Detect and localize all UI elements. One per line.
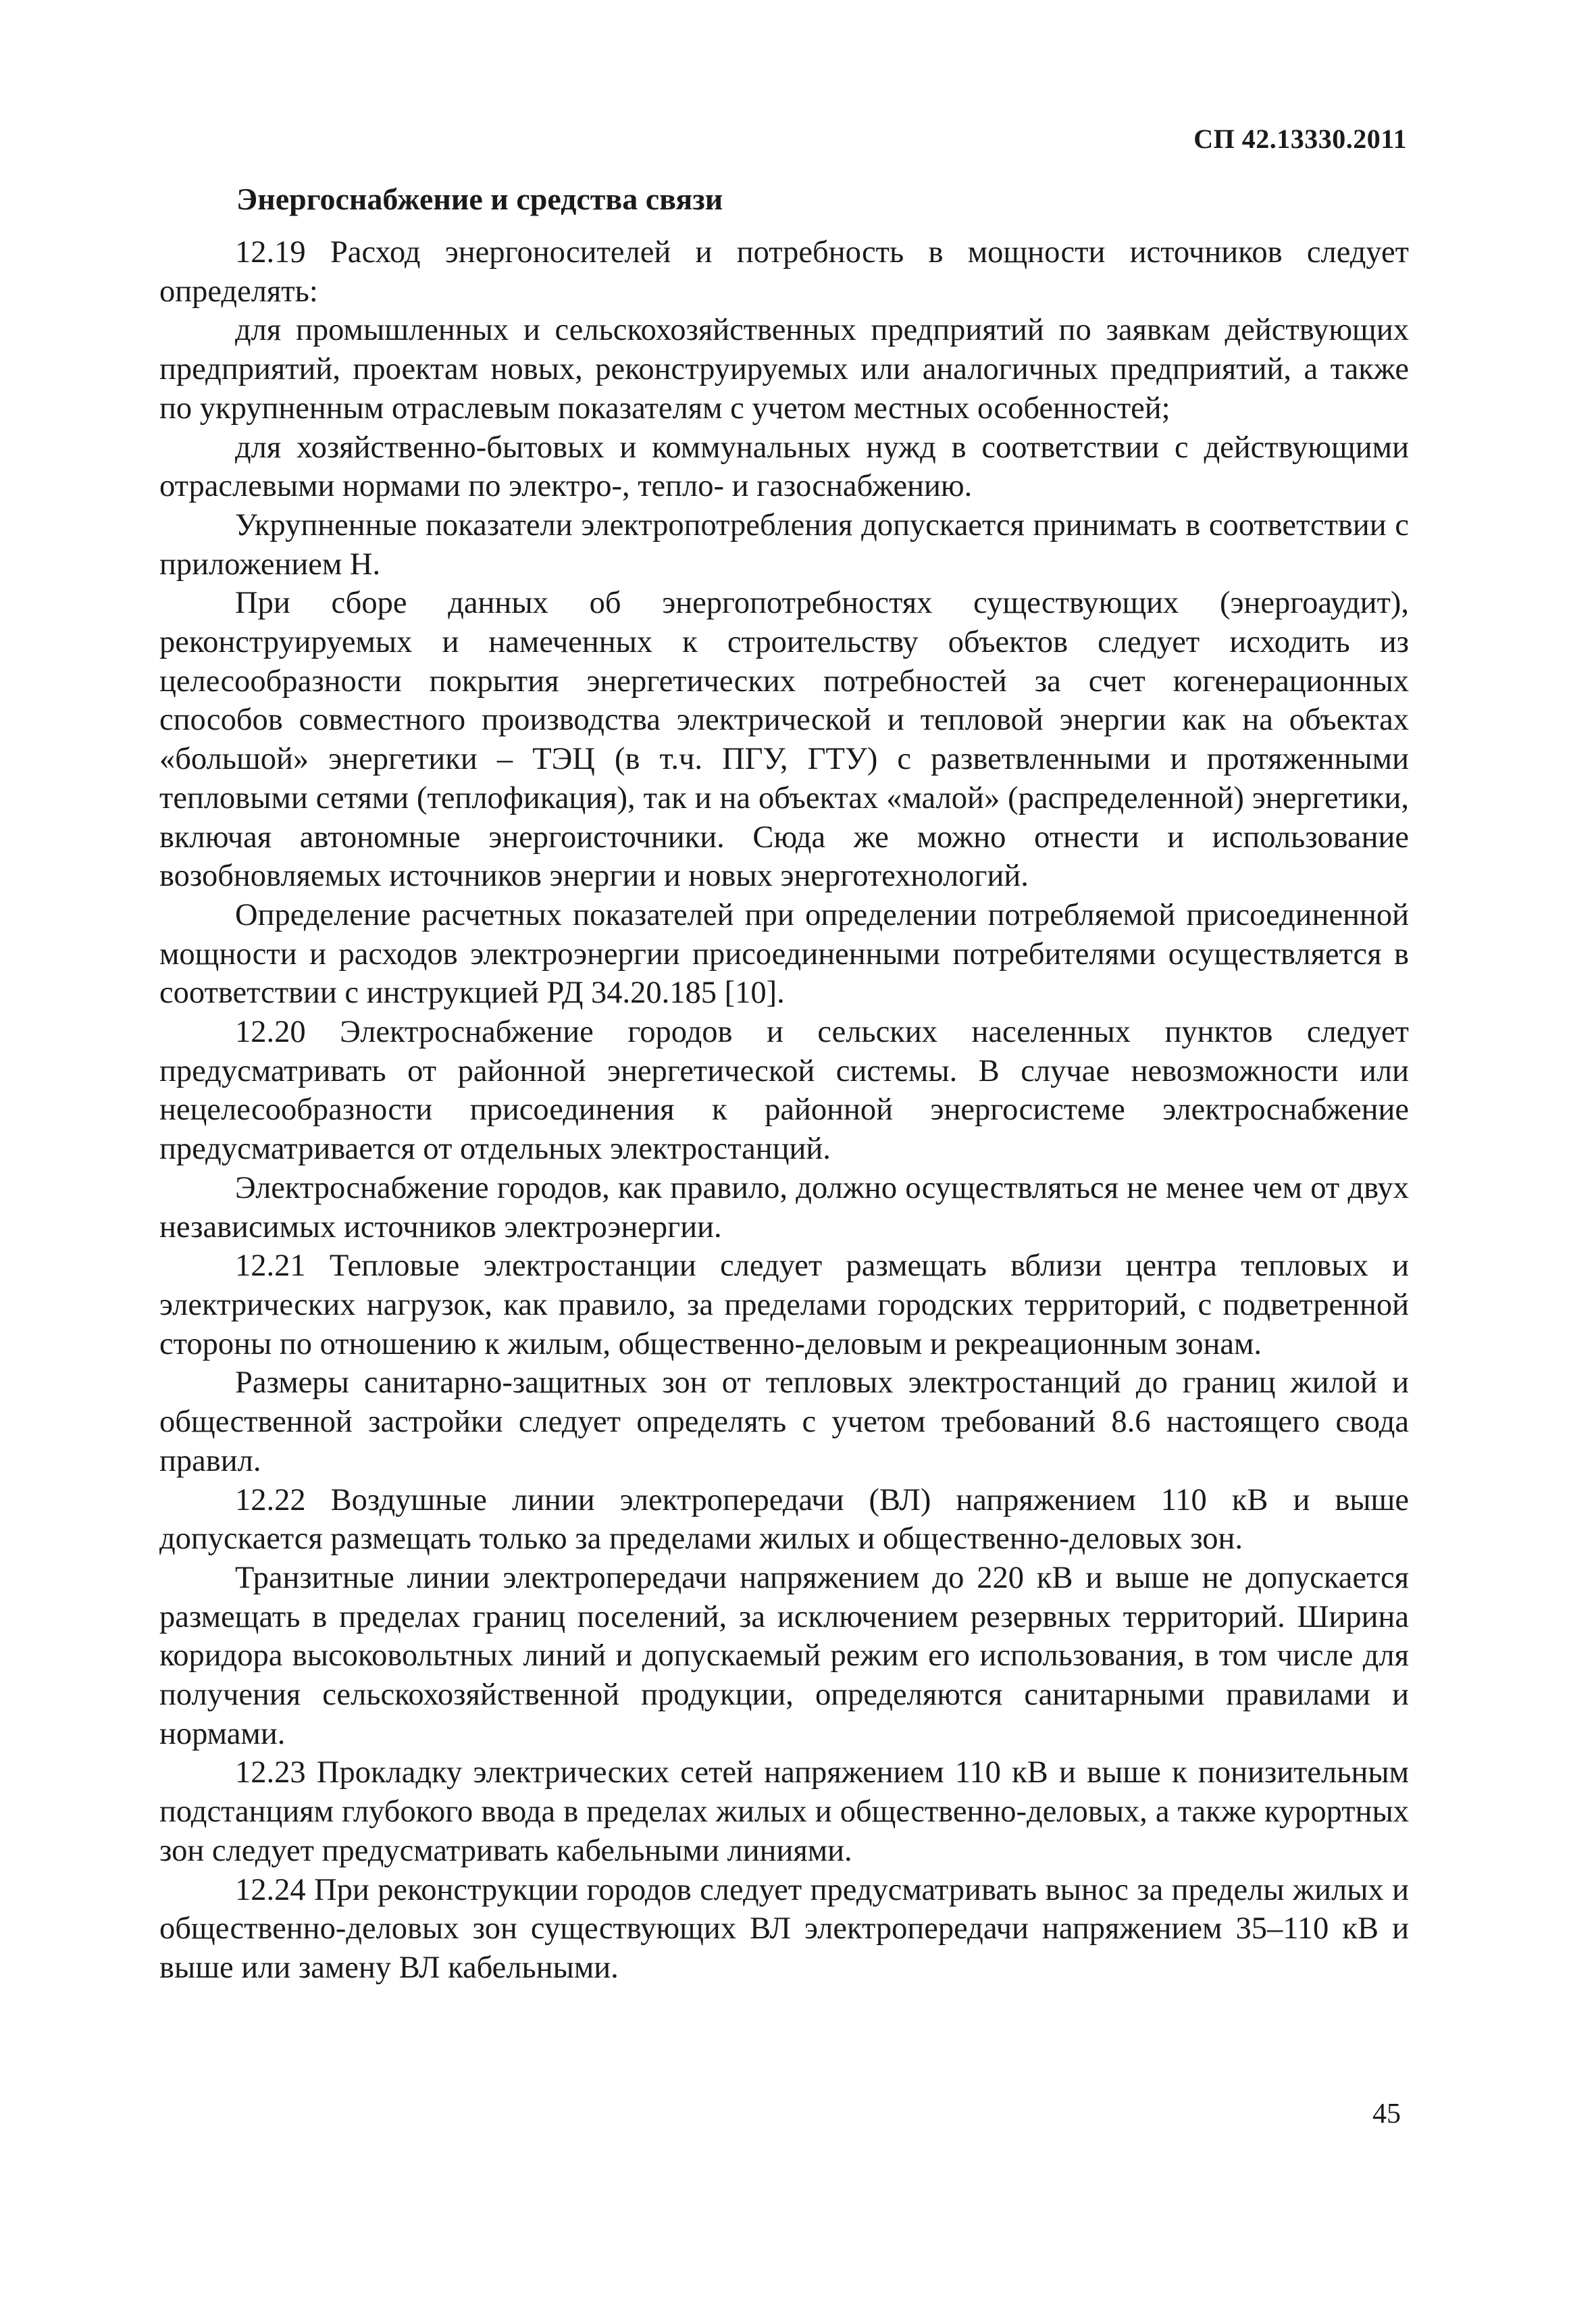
page-number: 45 [1372, 2098, 1401, 2130]
paragraph-12-20: 12.20 Электроснабжение городов и сельских населенных пунктов следует предусматривать от районной энергетической системы. В случае невозможности или нецелесообразности присоединения к районной энергосистеме электроснабжение предусматривается от отдельных электростанций. [159, 1015, 1409, 1167]
paragraph-12-23: 12.23 Прокладку электрических сетей напряжением 110 кВ и выше к понизительным подстанциям глубокого ввода в пределах жилых и общественно-деловых, а также курортных зон следует предусматривать кабельными линиями. [159, 1755, 1409, 1868]
paragraph-12-19: 12.19 Расход энергоносителей и потребность в мощности источников следует определять: [159, 235, 1409, 309]
paragraph-consumption-indicators: Укрупненные показатели электропотребления допускается принимать в соответствии с приложением Н. [159, 507, 1409, 582]
paragraph-two-sources: Электроснабжение городов, как правило, должно осуществляться не менее чем от двух независимых источников электроэнергии. [159, 1170, 1409, 1244]
paragraph-household: для хозяйственно-бытовых и коммунальных нужд в соответствии с действующими отраслевыми нормами по электро-, тепло- и газоснабжению. [159, 430, 1409, 504]
paragraph-12-22: 12.22 Воздушные линии электропередачи (ВЛ) напряжением 110 кВ и выше допускается размещать только за пределами жилых и общественно-деловых зон. [159, 1482, 1409, 1557]
paragraph-calculation: Определение расчетных показателей при определении потребляемой присоединенной мощности и расходов электроэнергии присоединенными потребителями осуществляется в соответствии с инструкцией РД 34.20.185 [10]. [159, 897, 1409, 1011]
document-code: СП 42.13330.2011 [1193, 124, 1407, 154]
section-title: Энергоснабжение и средства связи [236, 182, 723, 216]
paragraph-energy-audit: При сборе данных об энергопотребностях существующих (энергоаудит), реконструируемых и намеченных к строительству объектов следует исходить из целесообразности покрытия энергетических потребностей за счет когенерационных способов совместного производства электрической и тепловой энергии как на объектах «большой» энергетики – ТЭЦ (в т.ч. ПГУ, ГТУ) с разветвленными и протяженными тепловыми сетями (теплофикация), так и на объектах «малой» (распределенной) энергетики, включая автономные энергоисточники. Сюда же можно отнести и использование возобновляемых источников энергии и новых энерготехнологий. [159, 586, 1409, 894]
paragraph-sanitary-zones: Размеры санитарно-защитных зон от тепловых электростанций до границ жилой и общественной застройки следует определять с учетом требований 8.6 настоящего свода правил. [159, 1365, 1409, 1478]
paragraph-industrial: для промышленных и сельскохозяйственных предприятий по заявкам действующих предприятий, проектам новых, реконструируемых или аналогичных предприятий, а также по укрупненным отраслевым показателям с учетом местных особенностей; [159, 313, 1409, 426]
paragraph-transit-lines: Транзитные линии электропередачи напряжением до 220 кВ и выше не допускается размещать в пределах границ поселений, за исключением резервных территорий. Ширина коридора высоковольтных линий и допускаемый режим его использования, в том числе для получения сельскохозяйственной продукции, определяются санитарными правилами и нормами. [159, 1560, 1409, 1751]
body-text [159, 233, 1409, 1988]
paragraph-12-24: 12.24 При реконструкции городов следует предусматривать вынос за пределы жилых и общественно-деловых зон существующих ВЛ электропередачи напряжением 35–110 кВ и выше или замену ВЛ кабельными. [159, 1872, 1409, 1985]
paragraph-12-21: 12.21 Тепловые электростанции следует размещать вблизи центра тепловых и электрических нагрузок, как правило, за пределами городских территорий, с подветренной стороны по отношению к жилым, общественно-деловым и рекреационным зонам. [159, 1249, 1409, 1361]
